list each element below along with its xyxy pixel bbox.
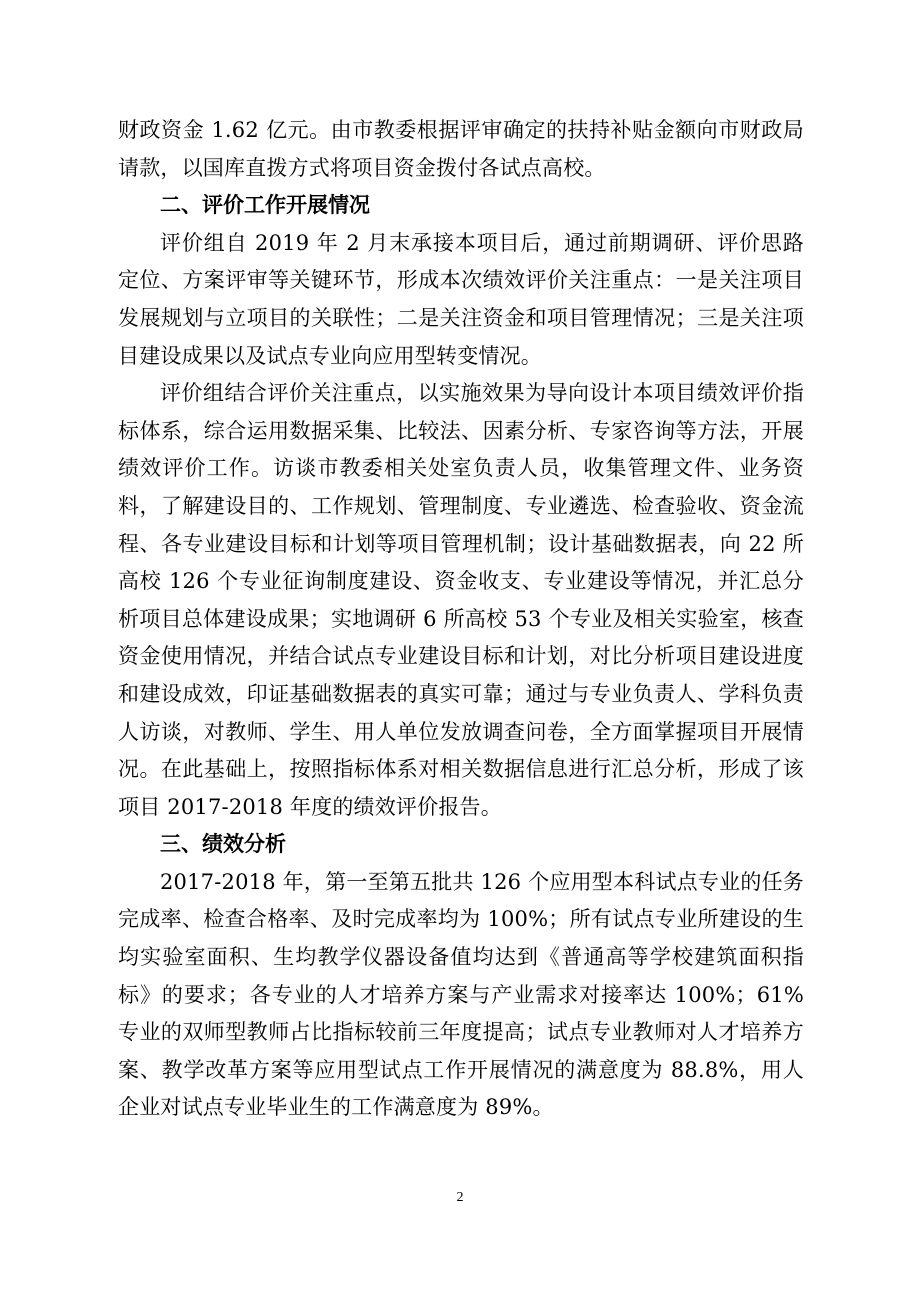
section-heading-evaluation-work: 二、评价工作开展情况 (160, 193, 370, 218)
paragraph-performance-results: 2017-2018 年，第一至第五批共 126 个应用型本科试点专业的任务完成率、检查合格率、及时完成率均为 100%；所有试点专业所建设的生均实验室面积、生均教学仪器设备值均达到《普通高等学校建筑面积指标》的要求；各专业的人才培养方案与产业需求对接率达 100%；61%专业的双师型教师占比指标较前三年度提高；试点专业教师对人才培养方案、教学改革方案等应用型试点工作开展情况的满意度为 88.8%，用人企业对试点专业毕业生的工作满意度为 89%。 (118, 869, 804, 1120)
section-heading-performance-analysis: 三、绩效分析 (160, 832, 286, 857)
page-number: 2 (456, 1190, 464, 1205)
paragraph-evaluation-focus: 评价组自 2019 年 2 月末承接本项目后，通过前期调研、评价思路定位、方案评审等关键环节，形成本次绩效评价关注重点：一是关注项目发展规划与立项目的关联性；二是关注资金和项目管理情况；三是关注项目建设成果以及试点专业向应用型转变情况。 (118, 230, 804, 368)
paragraph-funding-continued: 财政资金 1.62 亿元。由市教委根据评审确定的扶持补贴金额向市财政局请款，以国库直拨方式将项目资金拨付各试点高校。 (118, 118, 804, 180)
document-body (118, 112, 804, 1127)
paragraph-evaluation-methods: 评价组结合评价关注重点，以实施效果为导向设计本项目绩效评价指标体系，综合运用数据采集、比较法、因素分析、专家咨询等方法，开展绩效评价工作。访谈市教委相关处室负责人员，收集管理文件、业务资料，了解建设目的、工作规划、管理制度、专业遴选、检查验收、资金流程、各专业建设目标和计划等项目管理机制；设计基础数据表，向 22 所高校 126 个专业征询制度建设、资金收支、专业建设等情况，并汇总分析项目总体建设成果；实地调研 6 所高校 53 个专业及相关实验室，核查资金使用情况，并结合试点专业建设目标和计划，对比分析项目建设进度和建设成效，印证基础数据表的真实可靠；通过与专业负责人、学科负责人访谈，对教师、学生、用人单位发放调查问卷，全方面掌握项目开展情况。在此基础上，按照指标体系对相关数据信息进行汇总分析，形成了该项目 2017-2018 年度的绩效评价报告。 (118, 381, 804, 819)
